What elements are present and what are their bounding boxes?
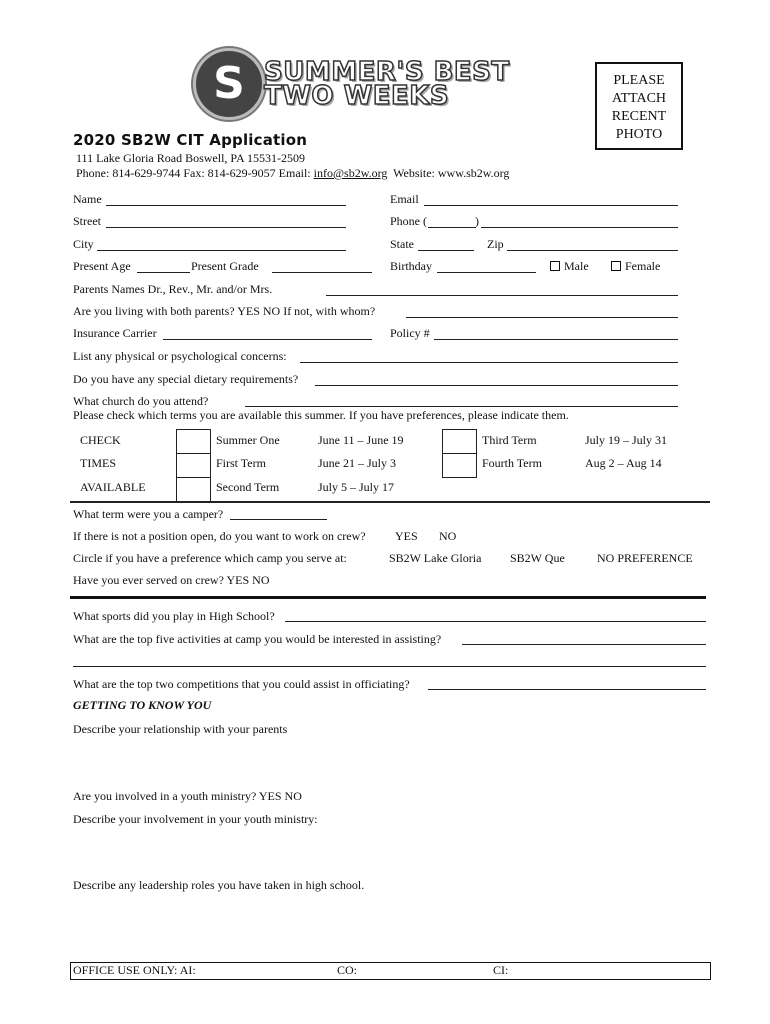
- relationship-label: Describe your relationship with your parents: [73, 722, 288, 736]
- male-checkbox[interactable]: [550, 261, 560, 271]
- served-crew-label: Have you ever served on crew? YES NO: [73, 573, 270, 587]
- female-option[interactable]: [611, 259, 660, 274]
- email-field[interactable]: [424, 205, 678, 206]
- crew-question: If there is not a position open, do you want to work on crew?: [73, 529, 366, 543]
- present-grade-field[interactable]: [272, 272, 372, 273]
- male-option[interactable]: [550, 259, 589, 274]
- photo-text-4: PHOTO: [615, 127, 663, 142]
- female-checkbox[interactable]: [611, 261, 621, 271]
- phone-paren: ): [475, 214, 479, 228]
- pref-option-none[interactable]: NO PREFERENCE: [597, 551, 693, 565]
- photo-text-2: ATTACH: [611, 91, 667, 106]
- check-label: CHECK: [80, 433, 121, 447]
- name-label: Name: [73, 192, 102, 206]
- involvement-label: Describe your involvement in your youth ministry:: [73, 812, 318, 826]
- term-name: Third Term: [482, 433, 537, 447]
- zip-label: Zip: [487, 237, 504, 251]
- competitions-label: What are the top two competitions that you could assist in officiating?: [73, 677, 410, 691]
- office-use-label: OFFICE USE ONLY: AI:: [73, 963, 196, 977]
- page-title: 2020 SB2W CIT Application: [73, 131, 308, 149]
- contact-email-link[interactable]: info@sb2w.org: [313, 166, 388, 180]
- logo-letter: S: [213, 58, 245, 109]
- state-label: State: [390, 237, 414, 251]
- getting-to-know-heading: GETTING TO KNOW YOU: [73, 698, 212, 712]
- city-label: City: [73, 237, 94, 251]
- female-label: Female: [625, 259, 661, 273]
- contact-website: Website: www.sb2w.org: [393, 166, 510, 180]
- activities-field-line-2[interactable]: [73, 666, 706, 667]
- term-dates: Aug 2 – Aug 14: [585, 456, 662, 470]
- fourth-term-checkbox[interactable]: [442, 453, 477, 478]
- divider: [70, 501, 710, 503]
- second-term-checkbox[interactable]: [176, 477, 211, 502]
- policy-label: Policy #: [390, 326, 430, 340]
- term-camper-field[interactable]: [230, 519, 327, 520]
- street-label: Street: [73, 214, 101, 228]
- present-age-label: Present Age: [73, 259, 131, 273]
- crew-no-option[interactable]: NO: [439, 529, 457, 543]
- parents-names-field[interactable]: [326, 295, 678, 296]
- present-grade-label: Present Grade: [191, 259, 259, 273]
- present-age-field[interactable]: [137, 272, 190, 273]
- crew-yes-option[interactable]: YES: [395, 529, 418, 543]
- first-term-checkbox[interactable]: [176, 453, 211, 478]
- office-use-box: [70, 962, 711, 980]
- area-code-field[interactable]: [428, 227, 476, 228]
- activities-label: What are the top five activities at camp you would be interested in assisting?: [73, 632, 442, 646]
- term-dates: June 21 – July 3: [318, 456, 396, 470]
- leadership-label: Describe any leadership roles you have taken in high school.: [73, 878, 365, 892]
- photo-text-3: RECENT: [611, 109, 667, 124]
- zip-field[interactable]: [507, 250, 678, 251]
- church-field[interactable]: [245, 406, 678, 407]
- parents-names-label: Parents Names Dr., Rev., Mr. and/or Mrs.: [73, 282, 273, 296]
- section-divider: [70, 596, 706, 599]
- circle-preference-label: Circle if you have a preference which camp you serve at:: [73, 551, 347, 565]
- third-term-checkbox[interactable]: [442, 429, 477, 454]
- activities-field[interactable]: [462, 644, 706, 645]
- church-label: What church do you attend?: [73, 394, 209, 408]
- policy-field[interactable]: [434, 339, 678, 340]
- pref-option-lake-gloria[interactable]: SB2W Lake Gloria: [389, 551, 482, 565]
- phone-field[interactable]: [481, 227, 678, 228]
- term-dates: July 5 – July 17: [318, 480, 395, 494]
- concerns-label: List any physical or psychological concerns:: [73, 349, 287, 363]
- term-name: Summer One: [216, 433, 280, 447]
- office-co-label: CO:: [337, 963, 358, 977]
- dietary-label: Do you have any special dietary requirements?: [73, 372, 299, 386]
- contact-line: [76, 166, 509, 181]
- sports-field[interactable]: [285, 621, 706, 622]
- term-name: First Term: [216, 456, 266, 470]
- logo-line-2: TWO WEEKS: [264, 81, 450, 111]
- logo-line-1: SUMMER'S BEST: [264, 57, 510, 87]
- address: 111 Lake Gloria Road Boswell, PA 15531-2509: [76, 151, 305, 165]
- times-label: TIMES: [80, 456, 116, 470]
- youth-ministry-label: Are you involved in a youth ministry? YES NO: [73, 789, 302, 803]
- dietary-field[interactable]: [315, 385, 678, 386]
- term-dates: July 19 – July 31: [585, 433, 668, 447]
- logo-emblem: [193, 48, 265, 120]
- concerns-field[interactable]: [300, 362, 678, 363]
- living-with-parents-label: Are you living with both parents? YES NO If not, with whom?: [73, 304, 376, 318]
- contact-phone: Phone: 814-629-9744 Fax: 814-629-9057 Email:: [76, 166, 311, 180]
- photo-box: [595, 62, 683, 150]
- birthday-field[interactable]: [437, 272, 536, 273]
- photo-text-1: PLEASE: [613, 73, 665, 88]
- office-ci-label: CI:: [493, 963, 509, 977]
- summer-one-checkbox[interactable]: [176, 429, 211, 454]
- competitions-field[interactable]: [428, 689, 706, 690]
- name-field[interactable]: [106, 205, 346, 206]
- living-with-field[interactable]: [406, 317, 678, 318]
- term-camper-label: What term were you a camper?: [73, 507, 224, 521]
- birthday-label: Birthday: [390, 259, 432, 273]
- city-field[interactable]: [97, 250, 346, 251]
- street-field[interactable]: [106, 227, 346, 228]
- terms-intro: Please check which terms you are available this summer. If you have preferences, please indicate them.: [73, 408, 569, 422]
- male-label: Male: [564, 259, 589, 273]
- sports-label: What sports did you play in High School?: [73, 609, 275, 623]
- insurance-label: Insurance Carrier: [73, 326, 157, 340]
- pref-option-que[interactable]: SB2W Que: [510, 551, 565, 565]
- insurance-field[interactable]: [163, 339, 372, 340]
- term-name: Second Term: [216, 480, 280, 494]
- state-field[interactable]: [418, 250, 474, 251]
- phone-label: Phone (: [390, 214, 427, 228]
- term-name: Fourth Term: [482, 456, 542, 470]
- email-label: Email: [390, 192, 419, 206]
- term-dates: June 11 – June 19: [318, 433, 404, 447]
- available-label: AVAILABLE: [80, 480, 146, 494]
